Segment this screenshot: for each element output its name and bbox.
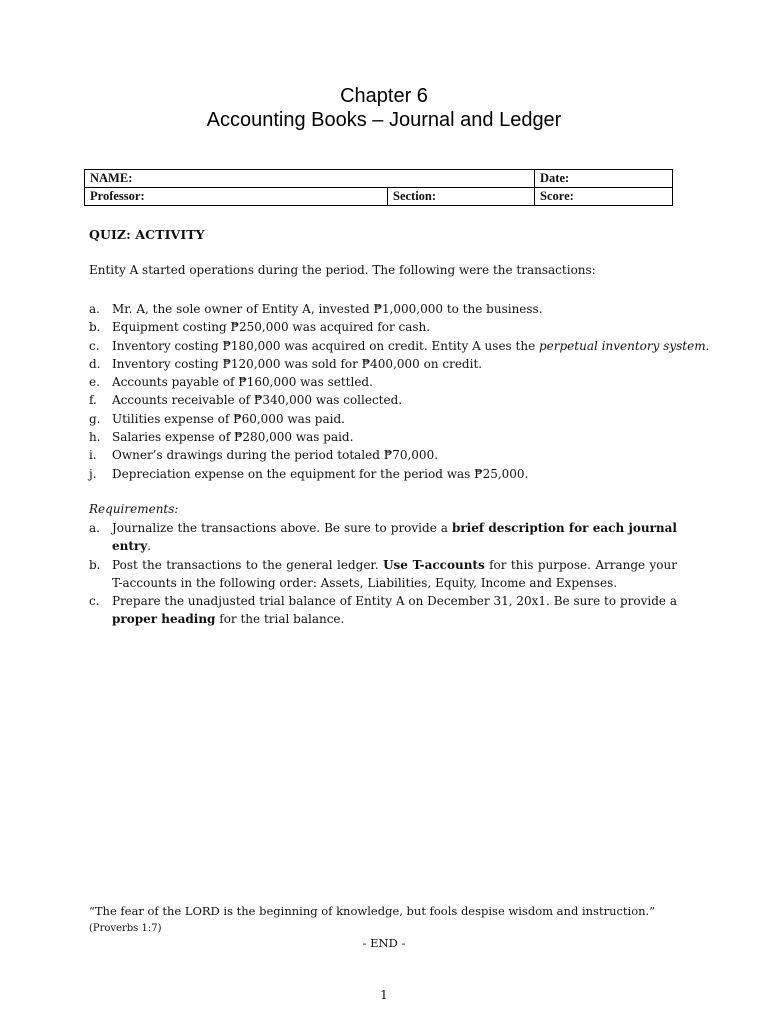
score-field[interactable]: Score: [535, 188, 673, 206]
requirement-text: Post the transactions to the general ledger. [112, 557, 384, 572]
date-field[interactable]: Date: [535, 170, 673, 188]
list-marker: b. [89, 557, 101, 572]
requirement-text-end: . [147, 539, 152, 554]
chapter-number: Chapter 6 [340, 85, 428, 107]
quote-text: “The fear of the LORD is the beginning of knowledge, but fools despise wisdom and instruction.” [89, 904, 656, 918]
requirement-bold: brief description for each journal entry [112, 521, 677, 554]
list-item [89, 373, 677, 391]
student-info-table [84, 169, 673, 206]
info-row-name [85, 170, 673, 188]
list-marker: g. [89, 411, 101, 426]
list-marker: a. [89, 302, 100, 316]
list-item [89, 391, 677, 409]
list-item [89, 592, 677, 629]
requirement-text-end: for this purpose. Arrange your T-accounts in the following order: Assets, Liabilities, Equity, Income and Expenses. [112, 557, 677, 590]
transaction-text: Owner’s drawings during the period totaled ₱70,000. [112, 448, 439, 463]
list-item [89, 519, 677, 556]
list-marker: j. [89, 466, 97, 481]
end-marker: - END - [362, 936, 406, 950]
list-marker: c. [89, 594, 100, 609]
transaction-text: Inventory costing ₱120,000 was sold for ₱400,000 on credit. [112, 356, 483, 371]
bible-quote [89, 903, 673, 937]
list-marker: f. [89, 393, 97, 408]
transaction-text: Depreciation expense on the equipment for the period was ₱25,000. [112, 466, 529, 481]
list-item [89, 337, 710, 355]
requirement-bold: proper heading [112, 612, 216, 627]
quiz-intro: Entity A started operations during the period. The following were the transactions: [89, 263, 596, 277]
list-marker: c. [89, 338, 100, 353]
transaction-text: Mr. A, the sole owner of Entity A, invested ₱1,000,000 to the business. [112, 302, 543, 316]
requirements-list [89, 519, 677, 629]
list-marker: i. [89, 448, 97, 463]
transaction-text: Accounts receivable of ₱340,000 was collected. [112, 393, 403, 408]
transaction-text: Salaries expense of ₱280,000 was paid. [112, 430, 354, 445]
chapter-title: Accounting Books – Journal and Ledger [206, 109, 562, 131]
transaction-text: Accounts payable of ₱160,000 was settled. [112, 375, 373, 390]
requirement-text-end: for the trial balance. [215, 612, 345, 627]
list-marker: d. [89, 356, 101, 371]
section-field[interactable]: Section: [388, 188, 535, 206]
transaction-text-end: . [705, 338, 710, 353]
list-item [89, 355, 677, 373]
transaction-text: Equipment costing ₱250,000 was acquired for cash. [112, 320, 431, 335]
professor-field[interactable]: Professor: [85, 188, 388, 206]
transaction-emphasis: perpetual inventory system [538, 338, 706, 353]
list-marker: e. [89, 375, 100, 390]
list-marker: a. [89, 521, 100, 535]
requirements-heading: Requirements: [89, 502, 179, 516]
list-item [89, 300, 677, 318]
page-number: 1 [380, 988, 388, 1002]
quote-reference: (Proverbs 1:7) [89, 923, 162, 934]
list-item [89, 465, 677, 483]
list-item [89, 556, 677, 593]
info-row-professor [85, 188, 673, 206]
requirement-text: Prepare the unadjusted trial balance of Entity A on December 31, 20x1. Be sure to provide a [112, 594, 677, 609]
requirement-bold: Use T-accounts [383, 557, 485, 572]
list-item [89, 446, 677, 464]
list-item [89, 410, 677, 428]
list-item [89, 318, 677, 336]
requirement-text: Journalize the transactions above. Be sure to provide a [112, 521, 452, 535]
list-marker: b. [89, 320, 101, 335]
list-marker: h. [89, 430, 101, 445]
name-field[interactable]: NAME: [85, 170, 535, 188]
transaction-text: Utilities expense of ₱60,000 was paid. [112, 411, 345, 426]
transaction-list [89, 300, 710, 483]
list-item [89, 428, 677, 446]
transaction-text: Inventory costing ₱180,000 was acquired on credit. Entity A uses the [112, 338, 539, 353]
quiz-heading: QUIZ: ACTIVITY [89, 227, 205, 242]
